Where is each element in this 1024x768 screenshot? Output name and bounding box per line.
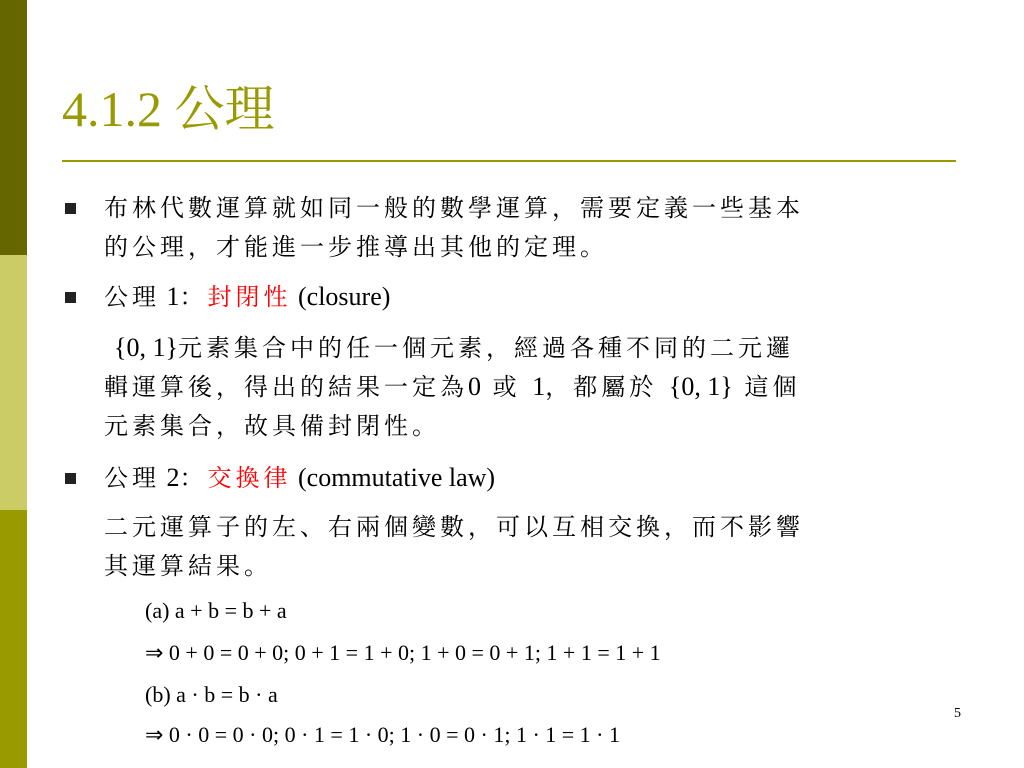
axiom-2-prefix: 公理 [104, 464, 160, 492]
math-a-statement: (a) a + b = b + a [145, 598, 287, 623]
bullet-1-line-1: 布林代數運算就如同一般的數學運算，需要定義一些基本 [104, 194, 804, 222]
axiom-1-desc-text: 元素集合中的任一個元素，經過各種不同的二元邏 [177, 334, 794, 362]
axiom-1-desc-line-3: 元素集合，故具備封閉性。 [104, 412, 440, 440]
page-number: 5 [954, 706, 961, 721]
math-b-statement: (b) a · b = b · a [145, 682, 278, 707]
bullet-square-icon [65, 203, 76, 214]
bullet-square-icon [65, 292, 76, 303]
axiom-2-number: 2 [160, 463, 180, 492]
axiom-2-desc-line-2: 其運算結果。 [104, 552, 272, 580]
axiom-1-colon: ： [179, 283, 208, 311]
axiom-1-desc-text: ，都屬於 [545, 373, 669, 401]
axiom-2-english: (commutative law) [291, 463, 496, 492]
axiom-1-set: {0, 1} [668, 372, 733, 401]
bullet-1-line-2: 的公理，才能進一步推導出其他的定理。 [104, 233, 608, 261]
axiom-1-desc-text: 輯運算後，得出的結果一定為 [104, 373, 468, 401]
axiom-1-desc-line-2 [104, 374, 801, 400]
axiom-1-number: 1 [160, 282, 180, 311]
axiom-1-set: {0, 1} [114, 333, 178, 362]
slide-title: 4.1.2 公理 [62, 81, 275, 137]
axiom-1-or: 或 [481, 373, 533, 401]
math-a-result: ⇒ 0 + 0 = 0 + 0; 0 + 1 = 1 + 0; 1 + 0 = 0 + 1; 1 + 1 = 1 + 1 [145, 640, 661, 665]
sidebar-dark-band [0, 0, 27, 255]
bullet-square-icon [65, 473, 76, 484]
sidebar-olive-band [0, 510, 27, 768]
axiom-1-zero: 0 [468, 372, 481, 401]
title-divider [62, 160, 956, 162]
math-b-result: ⇒ 0 · 0 = 0 · 0; 0 · 1 = 1 · 0; 1 · 0 = 0 · 1; 1 · 1 = 1 · 1 [145, 722, 621, 747]
axiom-2-desc-line-1: 二元運算子的左、右兩個變數，可以互相交換，而不影響 [104, 513, 804, 541]
axiom-1-english: (closure) [291, 282, 391, 311]
axiom-2-colon: ： [179, 464, 208, 492]
axiom-1-desc-line-1 [114, 335, 794, 361]
axiom-1-term: 封閉性 [207, 283, 292, 311]
axiom-1-desc-text: 這個 [732, 373, 801, 401]
axiom-1-prefix: 公理 [104, 283, 160, 311]
axiom-2-term: 交換律 [207, 464, 292, 492]
sidebar-light-band [0, 255, 27, 510]
axiom-2-heading [104, 465, 495, 491]
axiom-1-heading [104, 284, 390, 310]
axiom-1-one: 1 [532, 372, 546, 401]
